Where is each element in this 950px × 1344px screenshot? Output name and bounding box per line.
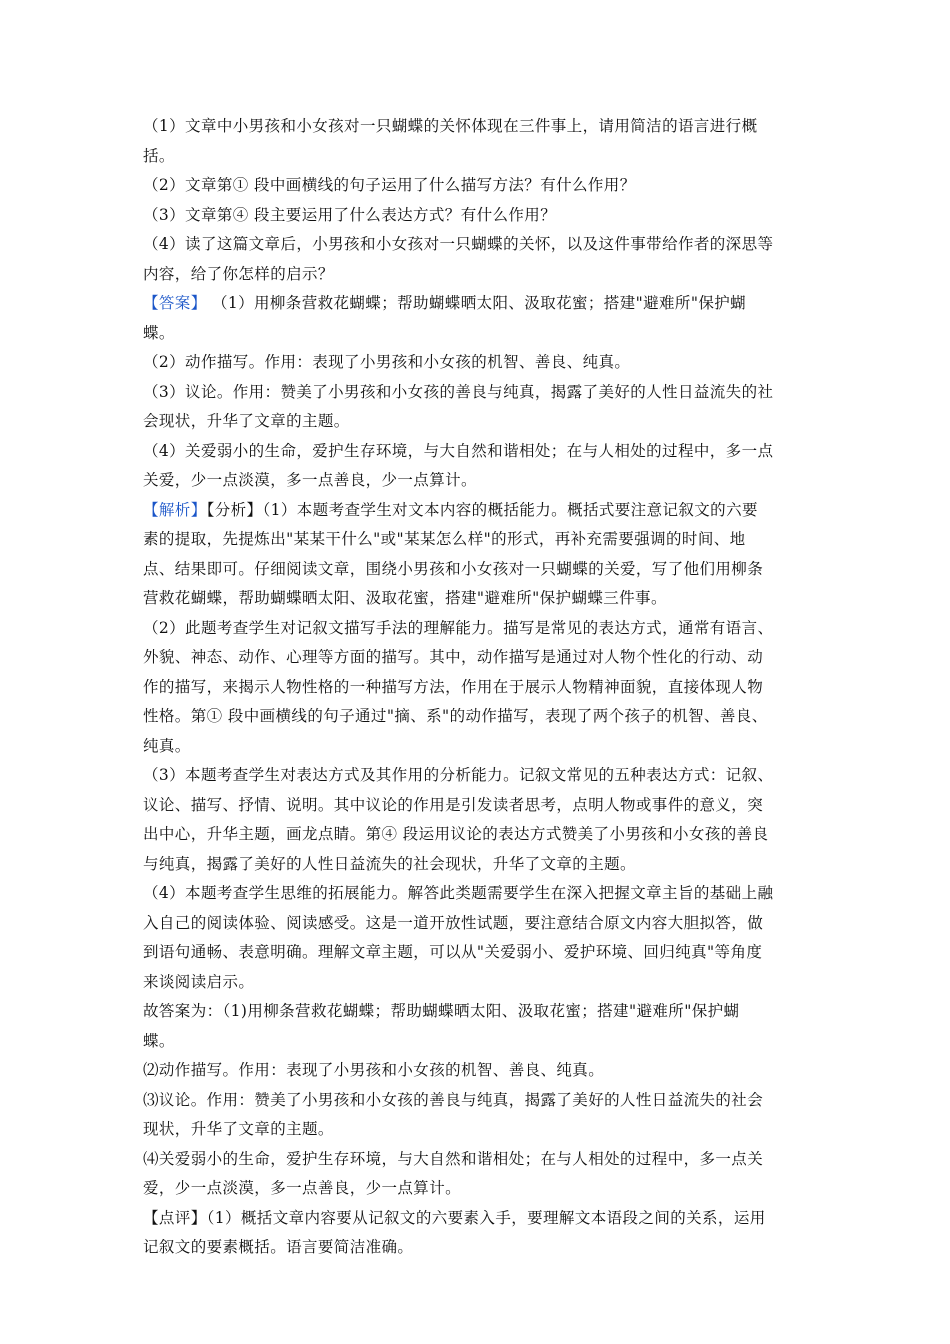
analysis-line: ⑷关爱弱小的生命，爱护生存环境，与大自然和谐相处；在与人相处的过程中，多一点关: [143, 1149, 764, 1168]
question-line: （4）读了这篇文章后，小男孩和小女孩对一只蝴蝶的关怀，以及这件事带给作者的深思等: [143, 235, 774, 253]
question-line: 括。: [143, 146, 175, 165]
analysis-text: 【分析】（1）本题考查学生对文本内容的概括能力。概括式要注意记叙文的六要: [206, 500, 758, 519]
answer-line: （4）关爱弱小的生命，爱护生存环境，与大自然和谐相处；在与人相处的过程中，多一点: [143, 441, 774, 460]
analysis-line: 素的提取，先提炼出"某某干什么"或"某某怎么样"的形式，再补充需要强调的时间、地: [143, 530, 746, 548]
answer-tag: 【答案】: [143, 294, 207, 312]
analysis-tag: 【解析】: [143, 500, 207, 519]
answer-line: 关爱，少一点淡漠，多一点善良，少一点算计。: [143, 471, 477, 489]
answer-section: [143, 289, 815, 496]
analysis-line: 外貌、神态、动作、心理等方面的描写。其中，动作描写是通过对人物个性化的行动、动: [143, 648, 764, 666]
question-line: （1）文章中小男孩和小女孩对一只蝴蝶的关怀体现在三件事上，请用简洁的语言进行概: [143, 117, 758, 135]
question-line: （2）文章第① 段中画横线的句子运用了什么描写方法？有什么作用？: [143, 176, 636, 194]
analysis-line: 点、结果即可。仔细阅读文章，围绕小男孩和小女孩对一只蝴蝶的关爱，写了他们用柳条: [143, 559, 764, 578]
analysis-line: 故答案为：（1)用柳条营救花蝴蝶；帮助蝴蝶晒太阳、汲取花蜜；搭建"避难所"保护蝴: [143, 1002, 740, 1020]
answer-line: （3）议论。作用：赞美了小男孩和小女孩的善良与纯真，揭露了美好的人性日益流失的社: [143, 382, 774, 401]
comment-section: [143, 1204, 815, 1263]
analysis-line: 与纯真，揭露了美好的人性日益流失的社会现状，升华了文章的主题。: [143, 854, 636, 873]
analysis-line: （3）本题考查学生对表达方式及其作用的分析能力。记叙文常见的五种表达方式：记叙、: [143, 766, 774, 784]
analysis-line: ⑵动作描写。作用：表现了小男孩和小女孩的机智、善良、纯真。: [143, 1061, 605, 1079]
answer-first-line: [143, 289, 815, 319]
questions-section: [143, 112, 815, 289]
analysis-line: 蝶。: [143, 1031, 175, 1050]
analysis-line: 出中心，升华主题，画龙点睛。第④ 段运用议论的表达方式赞美了小男孩和小女孩的善良: [143, 825, 769, 843]
document-page: [143, 112, 815, 1263]
analysis-line: 爱，少一点淡漠，多一点善良，少一点算计。: [143, 1179, 462, 1197]
analysis-line: 现状，升华了文章的主题。: [143, 1120, 334, 1138]
question-line: 内容，给了你怎样的启示？: [143, 264, 334, 283]
analysis-section: [143, 496, 815, 1204]
analysis-line: ⑶议论。作用：赞美了小男孩和小女孩的善良与纯真，揭露了美好的人性日益流失的社会: [143, 1090, 764, 1109]
analysis-line: 作的描写，来揭示人物性格的一种描写方法，作用在于展示人物精神面貌，直接体现人物: [143, 677, 764, 696]
answer-line: 蝶。: [143, 323, 175, 342]
analysis-line: 来谈阅读启示。: [143, 972, 255, 991]
answer-line: （2）动作描写。作用：表现了小男孩和小女孩的机智、善良、纯真。: [143, 353, 631, 371]
analysis-line: 性格。第① 段中画横线的句子通过"摘、系"的动作描写，表现了两个孩子的机智、善良、: [143, 707, 768, 725]
analysis-line: （2）此题考查学生对记叙文描写手法的理解能力。描写是常见的表达方式，通常有语言、: [143, 618, 774, 637]
comment-line: 【点评】（1）概括文章内容要从记叙文的六要素入手，要理解文本语段之间的关系，运用: [143, 1208, 766, 1227]
analysis-line: （4）本题考查学生思维的拓展能力。解答此类题需要学生在深入把握文章主旨的基础上融: [143, 884, 774, 902]
answer-line: 会现状，升华了文章的主题。: [143, 412, 350, 430]
analysis-line: 议论、描写、抒情、说明。其中议论的作用是引发读者思考，点明人物或事件的意义，突: [143, 795, 764, 814]
analysis-line: 入自己的阅读体验、阅读感受。这是一道开放性试题，要注意结合原文内容大胆拟答，做: [143, 913, 764, 932]
analysis-first-line: [143, 496, 815, 526]
answer-text: （1）用柳条营救花蝴蝶；帮助蝴蝶晒太阳、汲取花蜜；搭建"避难所"保护蝴: [211, 294, 747, 312]
comment-line: 记叙文的要素概括。语言要简洁准确。: [143, 1238, 414, 1256]
analysis-line: 到语句通畅、表意明确。理解文章主题，可以从"关爱弱小、爱护环境、回归纯真"等角度: [143, 943, 763, 961]
question-line: （3）文章第④ 段主要运用了什么表达方式？有什么作用？: [143, 205, 557, 224]
analysis-line: 纯真。: [143, 736, 191, 755]
analysis-line: 营救花蝴蝶，帮助蝴蝶晒太阳、汲取花蜜，搭建"避难所"保护蝴蝶三件事。: [143, 589, 667, 607]
